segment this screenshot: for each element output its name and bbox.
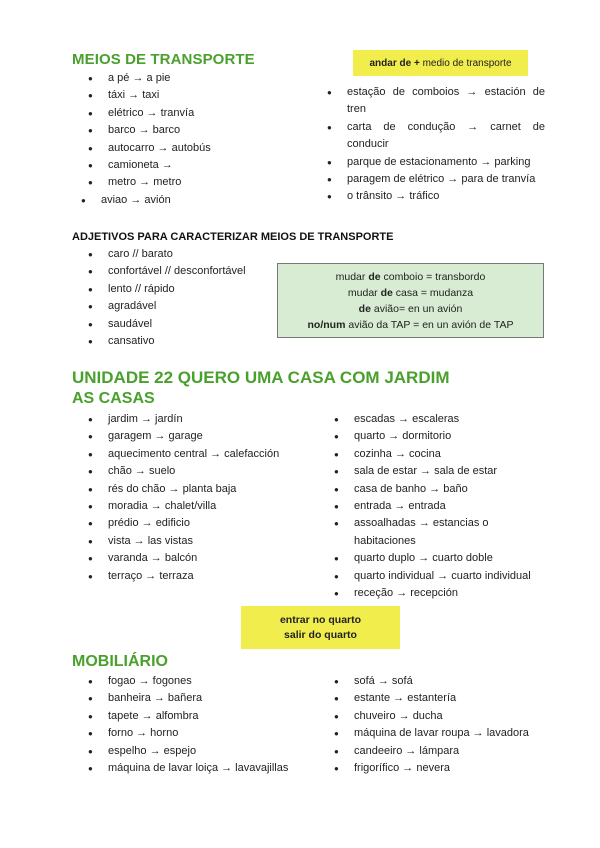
- list-item: ● assoalhadas → estancias o habitaciones: [354, 515, 494, 550]
- list-item: ● quarto → dormitorio: [354, 428, 549, 445]
- list-item: ● garagem → garage: [108, 428, 328, 445]
- list-item: ● chuveiro → ducha: [354, 708, 549, 725]
- box-bold: de: [368, 271, 381, 283]
- box-text: comboio = transbordo: [380, 271, 486, 283]
- adjectives-list: [108, 246, 278, 350]
- list-item: ● quarto duplo → cuarto doble: [354, 550, 549, 567]
- list-item: ● entrada → entrada: [354, 498, 549, 515]
- houses-right-list: [354, 411, 549, 602]
- list-item: ● barco → barco: [108, 122, 308, 139]
- box-line-3: [278, 301, 543, 317]
- transport-last-list: [101, 192, 301, 209]
- list-item: ● casa de banho → baño: [354, 481, 549, 498]
- list-item: ● agradável: [108, 298, 278, 315]
- list-item: ● autocarro → autobús: [108, 140, 308, 157]
- transport-right-list: [347, 84, 545, 206]
- list-item: ● lento // rápido: [108, 281, 278, 298]
- list-item: ● forno → horno: [108, 725, 333, 742]
- box-text: avião da TAP = en un avión de TAP: [345, 319, 514, 331]
- list-item: ● máquina de lavar roupa → lavadora: [354, 725, 549, 742]
- list-item: ● elétrico → tranvía: [108, 105, 308, 122]
- list-item: ● saudável: [108, 316, 278, 333]
- list-item: ● receção → recepción: [354, 585, 549, 602]
- box-text: casa = mudanza: [392, 287, 474, 299]
- list-item: ● moradia → chalet/villa: [108, 498, 328, 515]
- list-item: ● aquecimento central → calefacción: [108, 446, 328, 463]
- list-item: ● cozinha → cocina: [354, 446, 549, 463]
- list-item: ● confortável // desconfortável: [108, 263, 278, 280]
- list-item: ● táxi → taxi: [108, 87, 308, 104]
- andar-de-bold: andar de +: [369, 57, 420, 69]
- list-item: ● jardim → jardín: [108, 411, 328, 428]
- list-item: ● tapete → alfombra: [108, 708, 333, 725]
- list-item: ● paragem de elétrico → para de tranvía: [347, 171, 545, 188]
- list-item: ● cansativo: [108, 333, 278, 350]
- list-item: ● terraço → terraza: [108, 568, 328, 585]
- list-item: ● camioneta →: [108, 157, 308, 174]
- list-item: ● varanda → balcón: [108, 550, 328, 567]
- transport-heading: MEIOS DE TRANSPORTE: [72, 51, 255, 68]
- box-bold: de: [380, 287, 393, 299]
- list-item: ● metro → metro: [108, 174, 308, 191]
- houses-left-list: [108, 411, 328, 585]
- list-item: ● sofá → sofá: [354, 673, 549, 690]
- mudar-de-box: [277, 263, 544, 338]
- box-text: mudar: [335, 271, 369, 283]
- list-item: ● rés do chão → planta baja: [108, 481, 328, 498]
- list-item: ● prédio → edificio: [108, 515, 328, 532]
- list-item: ● espelho → espejo: [108, 743, 333, 760]
- list-item: ● vista → las vistas: [108, 533, 328, 550]
- furniture-heading: MOBILIÁRIO: [72, 653, 168, 670]
- furniture-right-list: [354, 673, 549, 777]
- unit-subtitle: AS CASAS: [72, 390, 155, 407]
- box-text: avião= en un avión: [370, 303, 463, 315]
- list-item: ● fogao → fogones: [108, 673, 333, 690]
- list-item: ● sala de estar → sala de estar: [354, 463, 549, 480]
- list-item: ● carta de condução → carnet de conducir: [347, 119, 545, 154]
- unit-title: UNIDADE 22 QUERO UMA CASA COM JARDIM: [72, 368, 450, 387]
- transport-left-list: [108, 70, 308, 192]
- box-line-4: [278, 317, 543, 333]
- furniture-left-list: [108, 673, 333, 777]
- list-item: ● o trânsito → tráfico: [347, 188, 545, 205]
- list-item: ● estante → estantería: [354, 690, 549, 707]
- box-bold: no/num: [307, 319, 346, 331]
- box-line-1: [278, 269, 543, 285]
- list-item: ● estação de comboios → estación de tren: [347, 84, 545, 119]
- list-item: ● a pé → a pie: [108, 70, 308, 87]
- list-item: ● escadas → escaleras: [354, 411, 549, 428]
- list-item: ● banheira → bañera: [108, 690, 333, 707]
- box-line-2: [278, 285, 543, 301]
- box-bold: de: [358, 303, 371, 315]
- andar-de-note: [353, 50, 528, 76]
- andar-de-rest: medio de transporte: [419, 57, 512, 69]
- list-item: ● caro // barato: [108, 246, 278, 263]
- list-item: ● máquina de lavar loiça → lavavajillas: [108, 760, 333, 777]
- note-line-2: salir do quarto: [284, 628, 357, 641]
- list-item: ● aviao → avión: [101, 192, 301, 209]
- note-line-1: entrar no quarto: [279, 613, 362, 626]
- list-item: ● quarto individual → cuarto individual: [354, 568, 549, 585]
- list-item: ● chão → suelo: [108, 463, 328, 480]
- adjectives-heading: ADJETIVOS PARA CARACTERIZAR MEIOS DE TRANSPORTE: [72, 231, 394, 243]
- box-text: mudar: [347, 287, 381, 299]
- entrar-sair-note: [241, 606, 400, 649]
- list-item: ● parque de estacionamento → parking: [347, 154, 545, 171]
- list-item: ● frigorífico → nevera: [354, 760, 549, 777]
- list-item: ● candeeiro → lámpara: [354, 743, 549, 760]
